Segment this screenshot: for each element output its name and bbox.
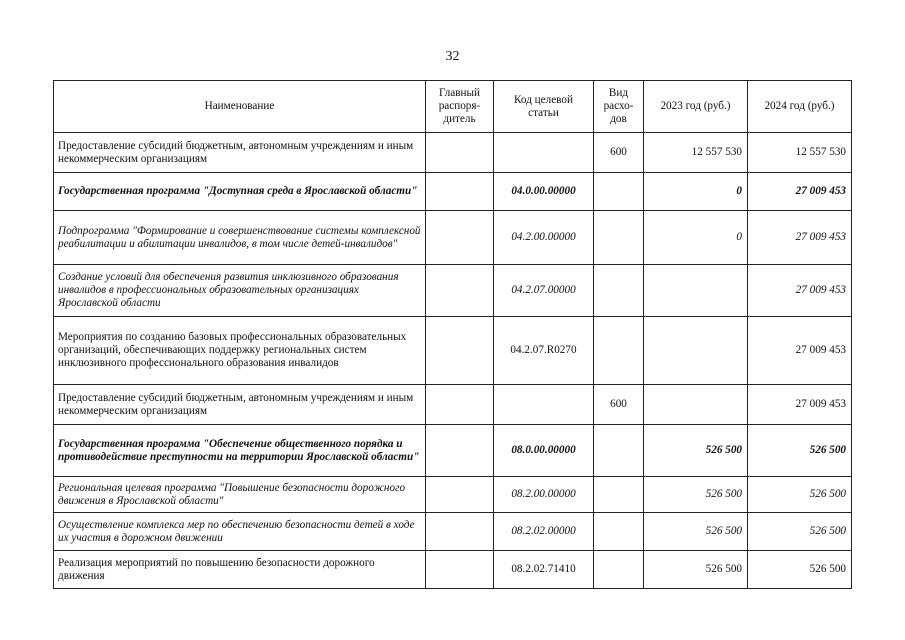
header-row [54,81,852,133]
row-code: 04.2.07.00000 [494,265,594,317]
row-kind [594,477,644,513]
row-2024: 526 500 [748,477,852,513]
row-name: Предоставление субсидий бюджетным, автономным учреждениям и иным некоммерческим организациям [54,385,426,425]
row-code: 08.2.02.71410 [494,551,594,589]
row-name: Создание условий для обеспечения развития инклюзивного образования инвалидов в профессиональных образовательных организациях Ярославской области [54,265,426,317]
header-name: Наименование [54,81,426,133]
row-code: 08.0.00.00000 [494,425,594,477]
row-name: Подпрограмма "Формирование и совершенствование системы комплексной реабилитации и абилитации инвалидов, в том числе детей-инвалидов" [54,211,426,265]
row-name: Осуществление комплекса мер по обеспечению безопасности детей в ходе их участия в дорожном движении [54,513,426,551]
row-admin [426,551,494,589]
row-2024: 526 500 [748,551,852,589]
row-2023 [644,385,748,425]
row-kind [594,513,644,551]
row-kind [594,551,644,589]
table-row [54,265,852,317]
row-admin [426,317,494,385]
table-row [54,551,852,589]
row-admin [426,211,494,265]
row-2024: 27 009 453 [748,265,852,317]
row-2023: 0 [644,173,748,211]
row-kind [594,265,644,317]
row-2023: 526 500 [644,425,748,477]
row-admin [426,425,494,477]
row-code: 04.0.00.00000 [494,173,594,211]
row-admin [426,133,494,173]
row-2023: 526 500 [644,477,748,513]
row-code [494,385,594,425]
row-admin [426,513,494,551]
row-code: 08.2.00.00000 [494,477,594,513]
row-2023: 526 500 [644,551,748,589]
row-kind [594,425,644,477]
table-row [54,133,852,173]
row-code: 04.2.00.00000 [494,211,594,265]
row-kind [594,173,644,211]
header-2024: 2024 год (руб.) [748,81,852,133]
header-2023: 2023 год (руб.) [644,81,748,133]
row-2024: 27 009 453 [748,211,852,265]
table-row [54,173,852,211]
row-name: Реализация мероприятий по повышению безопасности дорожного движения [54,551,426,589]
page-number: 32 [445,49,460,64]
row-2024: 526 500 [748,513,852,551]
row-code [494,133,594,173]
row-name: Государственная программа "Обеспечение общественного порядка и противодействие преступности на территории Ярославской области" [54,425,426,477]
table-row [54,477,852,513]
row-code: 08.2.02.00000 [494,513,594,551]
row-kind: 600 [594,133,644,173]
row-2024: 27 009 453 [748,173,852,211]
budget-table [53,80,852,589]
row-name: Государственная программа "Доступная среда в Ярославской области" [54,173,426,211]
row-2023 [644,317,748,385]
row-2024: 526 500 [748,425,852,477]
row-2023: 0 [644,211,748,265]
row-2024: 27 009 453 [748,385,852,425]
row-admin [426,173,494,211]
row-kind: 600 [594,385,644,425]
row-admin [426,385,494,425]
row-2023: 12 557 530 [644,133,748,173]
row-kind [594,317,644,385]
table-row [54,385,852,425]
row-kind [594,211,644,265]
row-2024: 27 009 453 [748,317,852,385]
header-target-code: Код целевой статьи [494,81,594,133]
header-expense-type: Вид расхо-дов [594,81,644,133]
row-2023: 526 500 [644,513,748,551]
row-name: Региональная целевая программа "Повышение безопасности дорожного движения в Ярославской области" [54,477,426,513]
row-2024: 12 557 530 [748,133,852,173]
row-admin [426,477,494,513]
row-admin [426,265,494,317]
row-2023 [644,265,748,317]
row-name: Предоставление субсидий бюджетным, автономным учреждениям и иным некоммерческим организациям [54,133,426,173]
row-name: Мероприятия по созданию базовых профессиональных образовательных организаций, обеспечивающих поддержку региональных систем инклюзивного профессионального образования инвалидов [54,317,426,385]
table-row [54,317,852,385]
row-code: 04.2.07.R0270 [494,317,594,385]
header-chief-admin: Главный распоря-дитель [426,81,494,133]
table-row [54,425,852,477]
table-row [54,513,852,551]
table-row [54,211,852,265]
